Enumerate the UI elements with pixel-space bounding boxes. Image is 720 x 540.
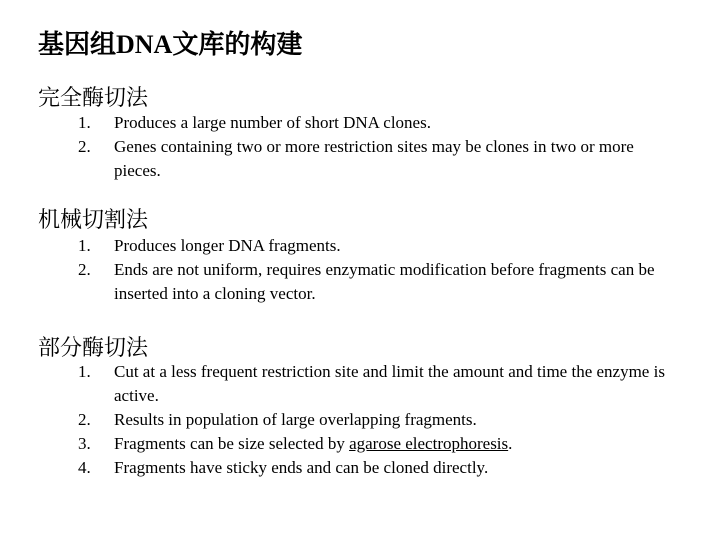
list-item [0, 258, 720, 306]
item-number: 4. [78, 458, 91, 477]
item-text-before: Fragments can be size selected by [114, 434, 350, 453]
agarose-electrophoresis-link[interactable]: agarose electrophoresis [349, 434, 509, 453]
list-item [0, 432, 720, 456]
item-number: 1. [78, 113, 91, 132]
list-item [0, 456, 720, 480]
list-item [0, 111, 720, 135]
item-text: Cut at a less frequent restriction site and limit the amount and time the enzyme is active. [114, 362, 665, 405]
section-heading-mechanical-shearing: 机械切割法 [38, 207, 149, 232]
section-heading-partial-digestion: 部分酶切法 [38, 335, 149, 360]
list-complete-digestion [0, 111, 720, 183]
list-item [0, 360, 720, 408]
item-number: 2. [78, 260, 91, 279]
item-text: Fragments have sticky ends and can be cloned directly. [114, 458, 489, 477]
list-mechanical-shearing [0, 234, 720, 306]
list-partial-digestion [0, 360, 720, 480]
item-text: Genes containing two or more restriction sites may be clones in two or more pieces. [114, 137, 634, 180]
section-heading-complete-digestion: 完全酶切法 [38, 85, 149, 110]
item-text: Produces a large number of short DNA clones. [114, 113, 431, 132]
item-number: 1. [78, 362, 91, 381]
item-text: Results in population of large overlapping fragments. [114, 410, 477, 429]
item-text [114, 432, 684, 456]
item-number: 2. [78, 410, 91, 429]
list-item [0, 234, 720, 258]
item-text-after: . [508, 434, 513, 453]
slide-title: 基因组DNA文库的构建 [38, 30, 303, 59]
item-text: Produces longer DNA fragments. [114, 236, 341, 255]
list-item [0, 135, 720, 183]
list-item [0, 408, 720, 432]
item-number: 2. [78, 137, 91, 156]
item-text: Ends are not uniform, requires enzymatic modification before fragments can be inserted into a cloning vector. [114, 260, 655, 303]
item-number: 1. [78, 236, 91, 255]
item-number: 3. [78, 434, 91, 453]
